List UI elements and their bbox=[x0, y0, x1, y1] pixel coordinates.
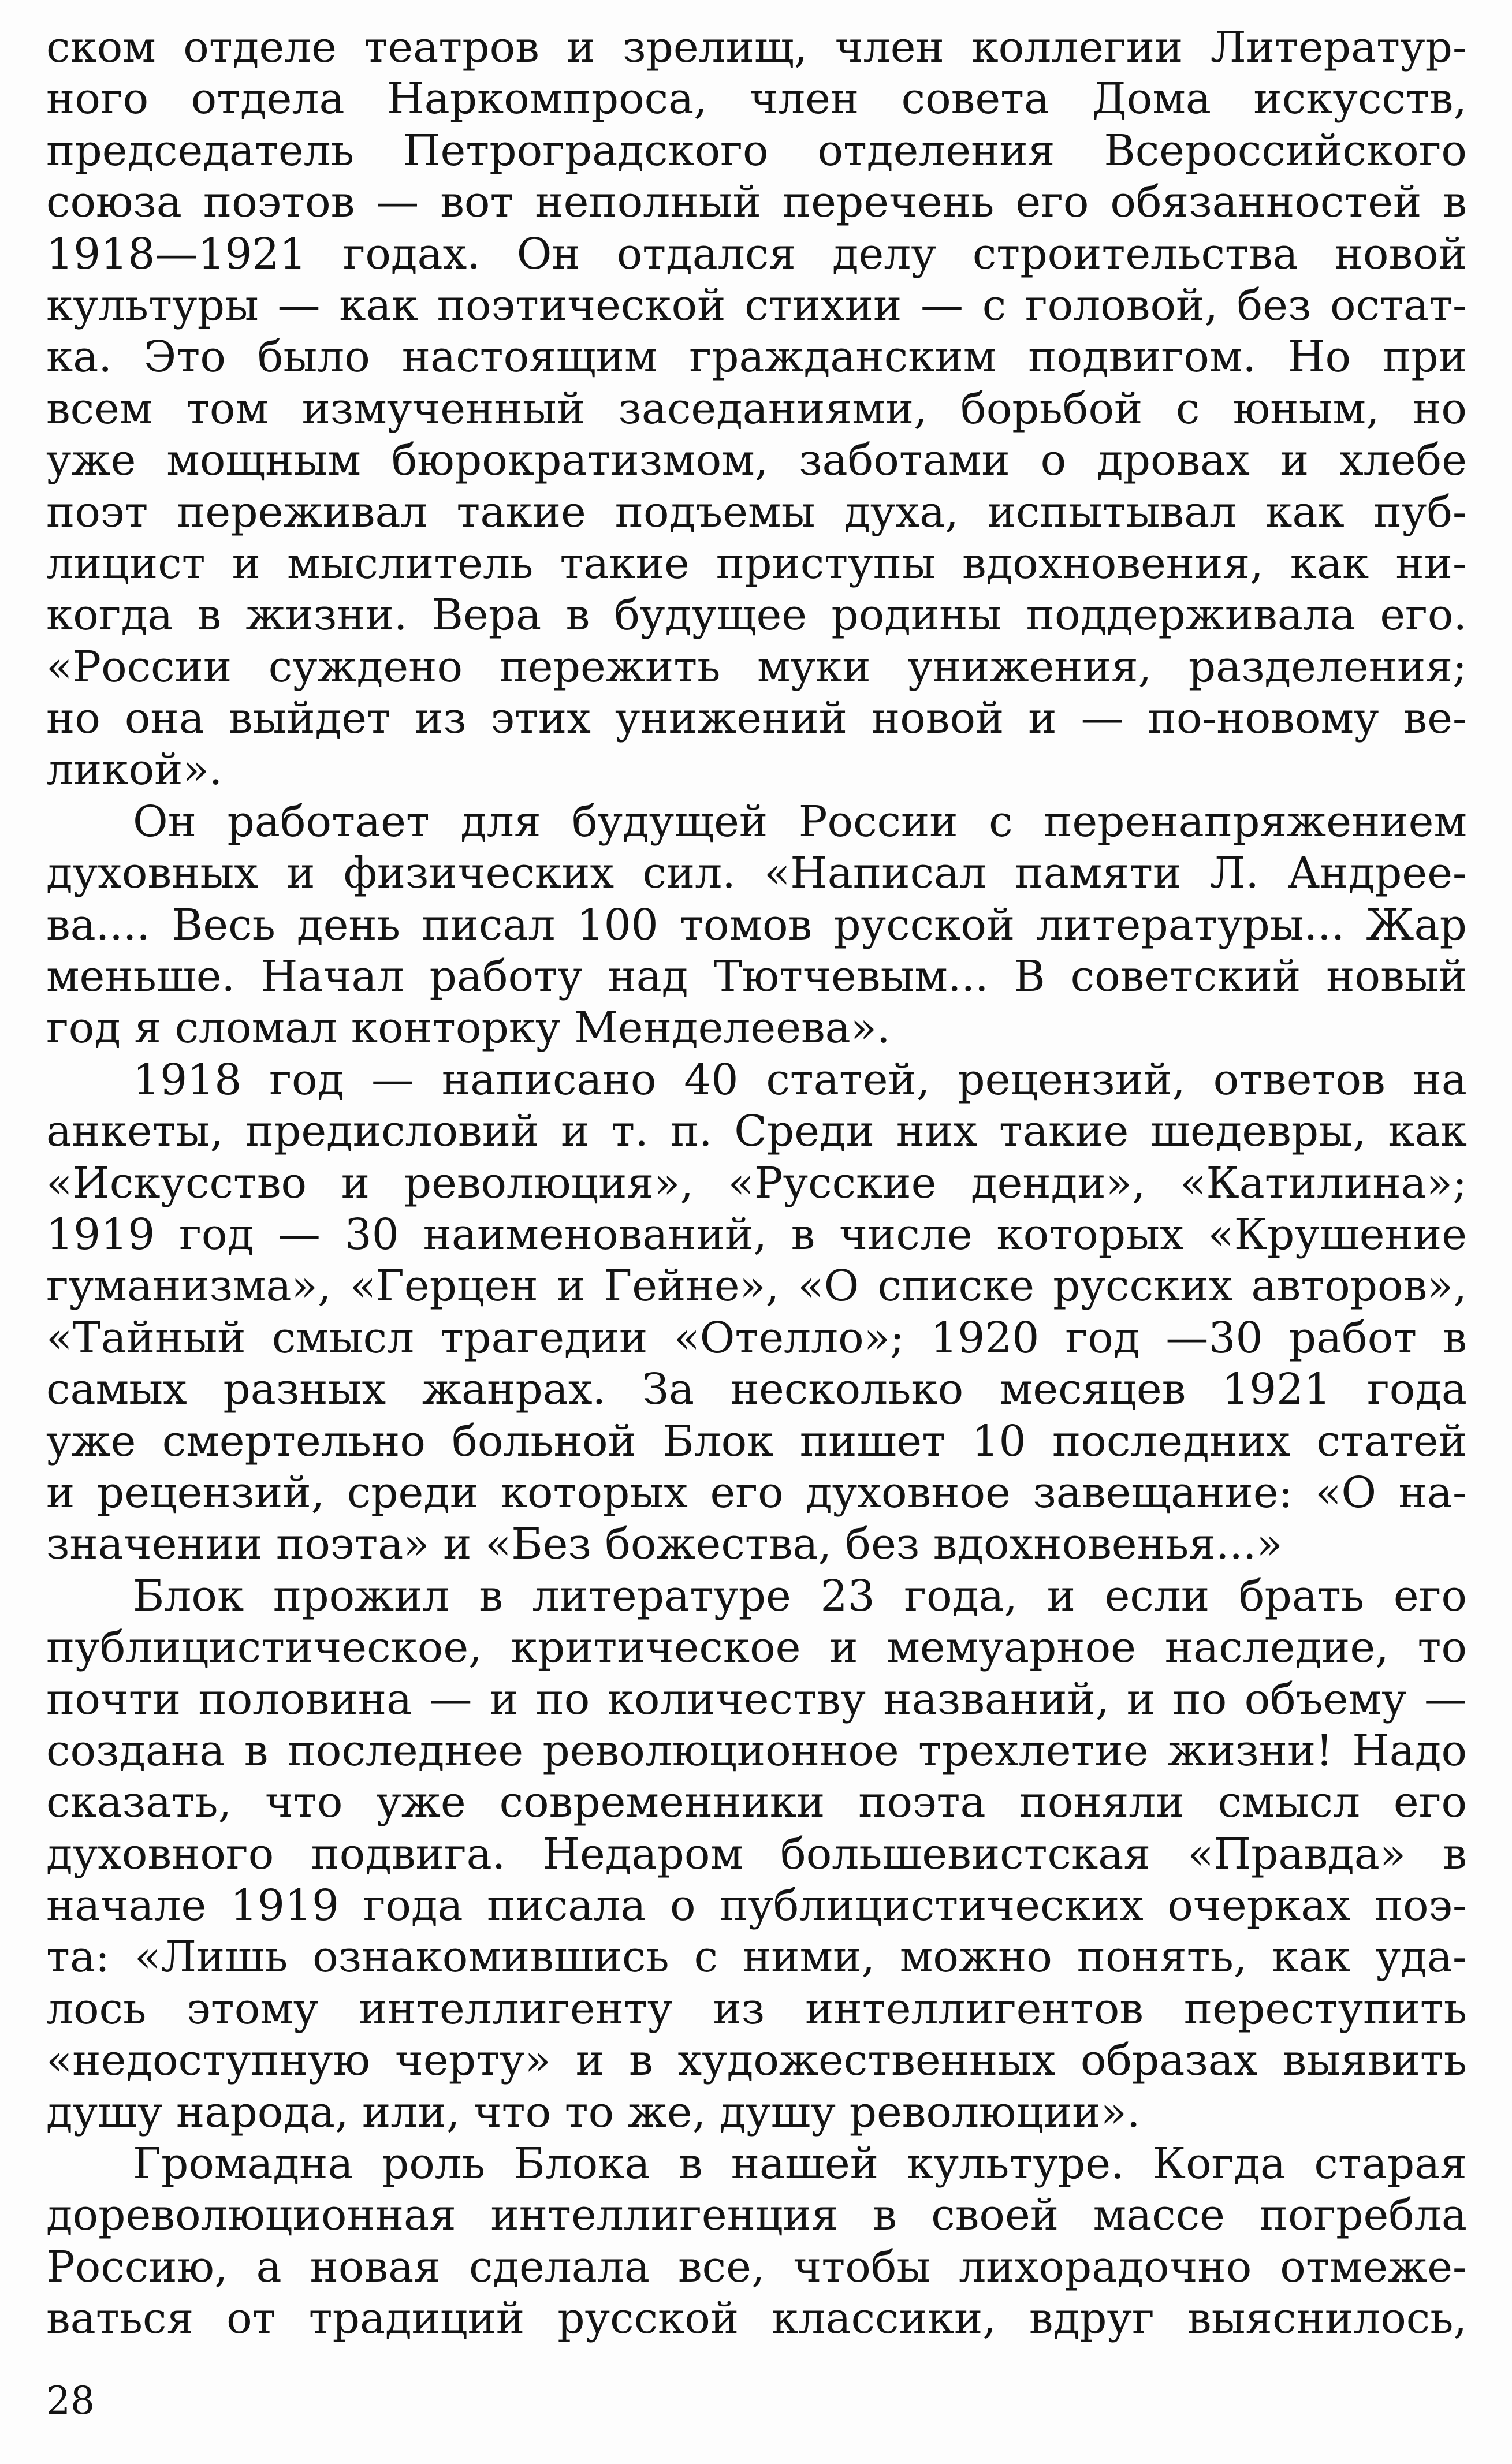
text-line: «недоступную черту» и в художественных образах выявить bbox=[46, 2036, 1467, 2086]
text-line: ском отделе театров и зрелищ, член коллегии Литератур- bbox=[46, 23, 1467, 72]
text-line: начале 1919 года писала о публицистических очерках поэ- bbox=[46, 1881, 1467, 1931]
paragraph-first-line: Громадна роль Блока в нашей культуре. Когда старая bbox=[133, 2139, 1467, 2189]
text-line: и рецензий, среди которых его духовное завещание: «О на- bbox=[46, 1467, 1467, 1518]
page-number: 28 bbox=[46, 2379, 95, 2423]
text-line: самых разных жанрах. За несколько месяцев 1921 года bbox=[46, 1365, 1467, 1415]
text-line: душу народа, или, что то же, душу революции». bbox=[46, 2087, 1141, 2137]
text-line: та: «Лишь ознакомившись с ними, можно понять, как уда- bbox=[46, 1932, 1467, 1982]
text-line: «России суждено пережить муки унижения, разделения; bbox=[46, 642, 1467, 692]
text-line: значении поэта» и «Без божества, без вдохновенья...» bbox=[46, 1519, 1283, 1570]
text-line: председатель Петроградского отделения Всероссийского bbox=[46, 125, 1467, 176]
text-line: создана в последнее революционное трехлетие жизни! Надо bbox=[46, 1725, 1467, 1776]
text-line: но она выйдет из этих унижений новой и — по-новому ве- bbox=[46, 694, 1467, 744]
text-line: анкеты, предисловий и т. п. Среди них такие шедевры, как bbox=[46, 1106, 1467, 1157]
text-line: меньше. Начал работу над Тютчевым... В советский новый bbox=[46, 952, 1467, 1002]
text-line: 1919 год — 30 наименований, в числе которых «Крушение bbox=[46, 1209, 1467, 1259]
text-line: ка. Это было настоящим гражданским подвигом. Но при bbox=[46, 332, 1467, 382]
text-line: гуманизма», «Герцен и Гейне», «О списке русских авторов», bbox=[46, 1261, 1467, 1311]
text-line: всем том измученный заседаниями, борьбой с юным, но bbox=[46, 383, 1467, 434]
text-line: дореволюционная интеллигенция в своей массе погребла bbox=[46, 2190, 1467, 2241]
text-line: лицист и мыслитель такие приступы вдохновения, как ни- bbox=[46, 538, 1467, 588]
text-line: Россию, а новая сделала все, чтобы лихорадочно отмеже- bbox=[46, 2242, 1467, 2292]
text-line: ного отдела Наркомпроса, член совета Дома искусств, bbox=[46, 74, 1467, 124]
text-line: ва.... Весь день писал 100 томов русской литературы... Жар bbox=[46, 900, 1467, 950]
text-line: сказать, что уже современники поэта поняли смысл его bbox=[46, 1777, 1467, 1828]
text-line: лось этому интеллигенту из интеллигентов переступить bbox=[46, 1984, 1467, 2034]
body-text bbox=[46, 22, 1467, 2345]
text-line: ваться от традиций русской классики, вдруг выяснилось, bbox=[46, 2294, 1467, 2344]
paragraph-first-line: 1918 год — написано 40 статей, рецензий, ответов на bbox=[133, 1054, 1467, 1105]
text-line: ликой». bbox=[46, 745, 223, 795]
text-line: духовного подвига. Недаром большевистская «Правда» в bbox=[46, 1829, 1467, 1879]
text-line: «Тайный смысл трагедии «Отелло»; 1920 год —30 работ в bbox=[46, 1313, 1467, 1363]
text-line: «Искусство и революция», «Русские денди», «Катилина»; bbox=[46, 1158, 1467, 1208]
text-line: культуры — как поэтической стихии — с головой, без остат- bbox=[46, 280, 1467, 330]
paragraph-first-line: Он работает для будущей России с перенапряжением bbox=[133, 796, 1467, 847]
paragraph-first-line: Блок прожил в литературе 23 года, и если брать его bbox=[133, 1571, 1467, 1621]
text-line: год я сломал конторку Менделеева». bbox=[46, 1003, 891, 1053]
text-line: уже мощным бюрократизмом, заботами о дровах и хлебе bbox=[46, 435, 1467, 486]
text-line: когда в жизни. Вера в будущее родины поддерживала его. bbox=[46, 590, 1467, 640]
text-line: 1918—1921 годах. Он отдался делу строительства новой bbox=[46, 229, 1467, 279]
text-line: поэт переживал такие подъемы духа, испытывал как пуб- bbox=[46, 487, 1467, 537]
text-line: публицистическое, критическое и мемуарное наследие, то bbox=[46, 1623, 1467, 1673]
text-line: уже смертельно больной Блок пишет 10 последних статей bbox=[46, 1416, 1467, 1466]
text-line: союза поэтов — вот неполный перечень его обязанностей в bbox=[46, 177, 1467, 228]
text-line: духовных и физических сил. «Написал памяти Л. Андрее- bbox=[46, 848, 1467, 899]
text-line: почти половина — и по количеству названий, и по объему — bbox=[46, 1674, 1467, 1724]
